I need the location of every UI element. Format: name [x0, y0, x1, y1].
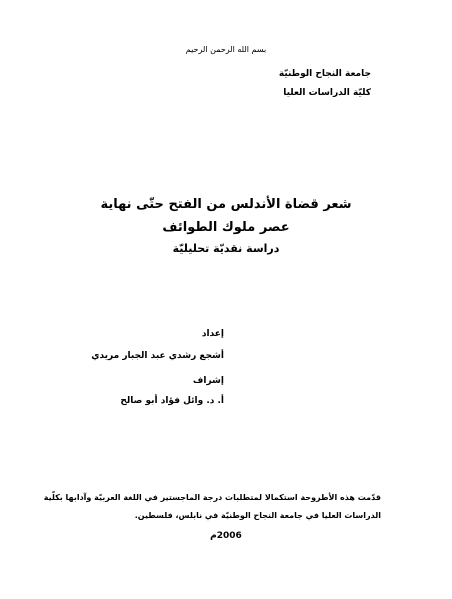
basmala: بسم الله الرحمن الرحيم	[185, 45, 267, 54]
thesis-title-line-2: عصر ملوك الطوائف	[162, 220, 290, 235]
submission-year: 2006م	[210, 531, 242, 541]
supervision-label: إشراف	[192, 376, 224, 386]
thesis-title-line-1: شعر قضاة الأندلس من الفتح حتّى نهاية	[100, 197, 352, 212]
faculty-name: كليّة الدراسات العليا	[283, 88, 371, 98]
university-name: جامعة النجاح الوطنيّة	[278, 69, 371, 79]
author-name: أشجع رشدي عبد الجبار مريدي	[91, 351, 224, 361]
thesis-statement-line-1: قدّمت هذه الأطروحة استكمالا لمتطلبات درجة الماجستير في اللغة العربيّة وآدابها بكلّية	[43, 493, 381, 502]
thesis-subtitle: دراسة نقديّة تحليليّة	[172, 242, 280, 255]
preparation-label: إعداد	[201, 329, 224, 339]
supervisor-name: أ. د. وائل فؤاد أبو صالح	[120, 396, 224, 406]
thesis-statement-line-2: الدراسات العليا في جامعة النجاح الوطنيّة في نابلس، فلسطين.	[134, 511, 381, 520]
